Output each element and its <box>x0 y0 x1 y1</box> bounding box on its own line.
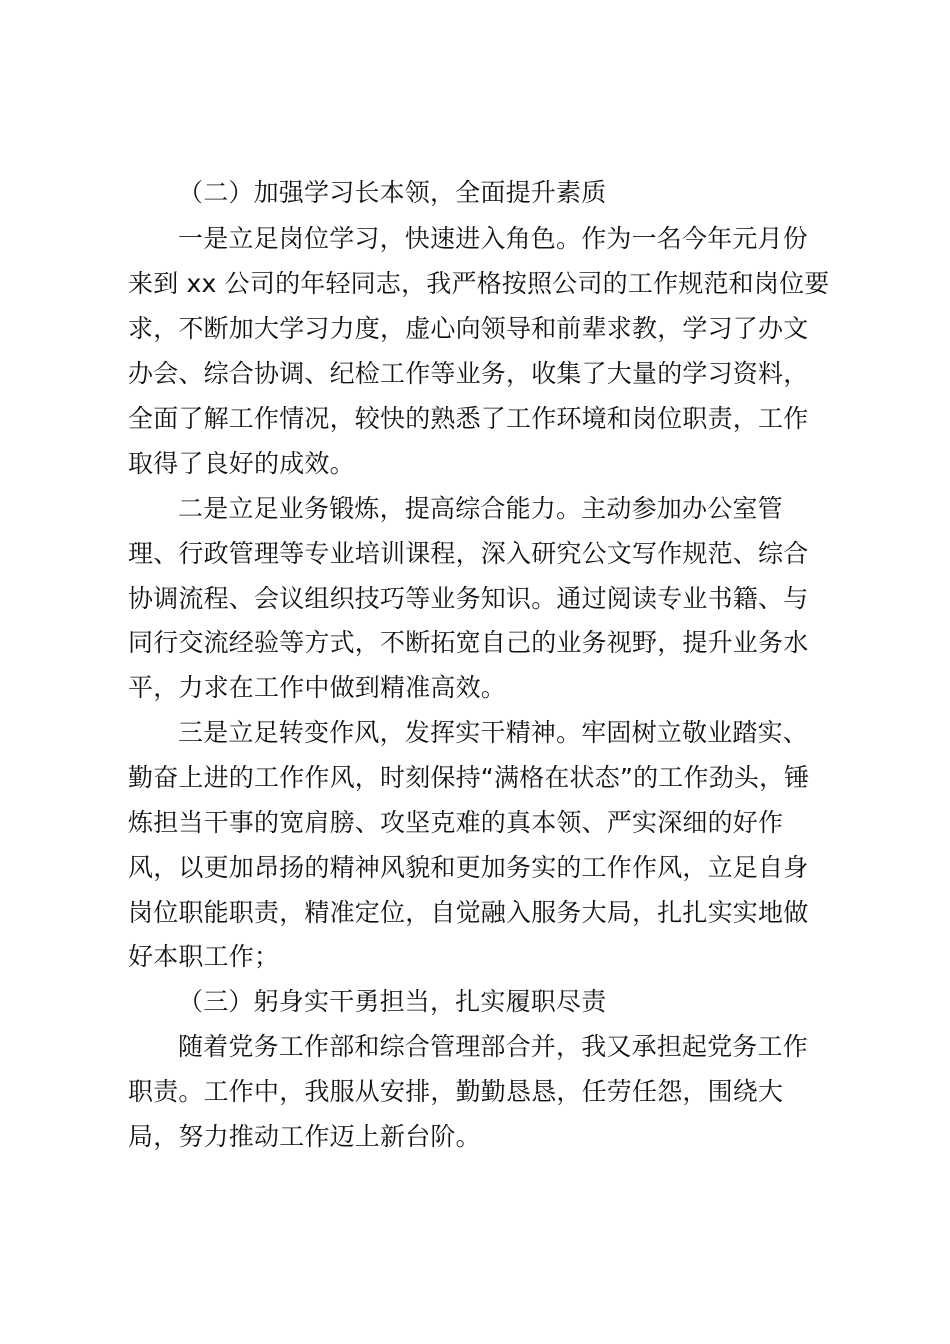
paragraph-line: 勤奋上进的工作作风，时刻保持“满格在状态”的工作劲头，锤 <box>128 763 810 792</box>
paragraph-line: 岗位职能职责，精准定位，自觉融入服务大局，扎扎实实地做 <box>128 898 809 927</box>
paragraph-line: 来到 xx 公司的年轻同志，我严格按照公司的工作规范和岗位要 <box>128 269 830 298</box>
paragraph-line: 求，不断加大学习力度，虚心向领导和前辈求教，学习了办文 <box>128 314 809 343</box>
paragraph-line: 一是立足岗位学习，快速进入角色。作为一名今年元月份 <box>178 224 809 253</box>
section-heading-2: （二）加强学习长本领，全面提升素质 <box>178 178 607 207</box>
paragraph-line: 办会、综合协调、纪检工作等业务，收集了大量的学习资料， <box>128 359 809 388</box>
paragraph-line: 取得了良好的成效。 <box>128 449 355 478</box>
paragraph-line: 三是立足转变作风，发挥实干精神。牢固树立敬业踏实、 <box>178 718 809 747</box>
paragraph-line: 全面了解工作情况，较快的熟悉了工作环境和岗位职责，工作 <box>128 404 809 433</box>
paragraph-line: 理、行政管理等专业培训课程，深入研究公文写作规范、综合 <box>128 539 809 568</box>
paragraph-line: 炼担当干事的宽肩膀、攻坚克难的真本领、严实深细的好作 <box>128 808 784 837</box>
paragraph-line: 好本职工作； <box>128 942 280 971</box>
paragraph-line: 平，力求在工作中做到精准高效。 <box>128 673 507 702</box>
paragraph-line: 职责。工作中，我服从安排，勤勤恳恳，任劳任怨，围绕大 <box>128 1077 784 1106</box>
paragraph-line: 随着党务工作部和综合管理部合并，我又承担起党务工作 <box>178 1032 809 1061</box>
paragraph-line: 二是立足业务锻炼，提高综合能力。主动参加办公室管 <box>178 494 783 523</box>
section-heading-3: （三）躬身实干勇担当，扎实履职尽责 <box>178 987 607 1016</box>
paragraph-line: 局，努力推动工作迈上新台阶。 <box>128 1122 481 1151</box>
paragraph-line: 协调流程、会议组织技巧等业务知识。通过阅读专业书籍、与 <box>128 584 809 613</box>
paragraph-line: 风，以更加昂扬的精神风貌和更加务实的工作作风，立足自身 <box>128 853 809 882</box>
paragraph-line: 同行交流经验等方式，不断拓宽自己的业务视野，提升业务水 <box>128 628 809 657</box>
